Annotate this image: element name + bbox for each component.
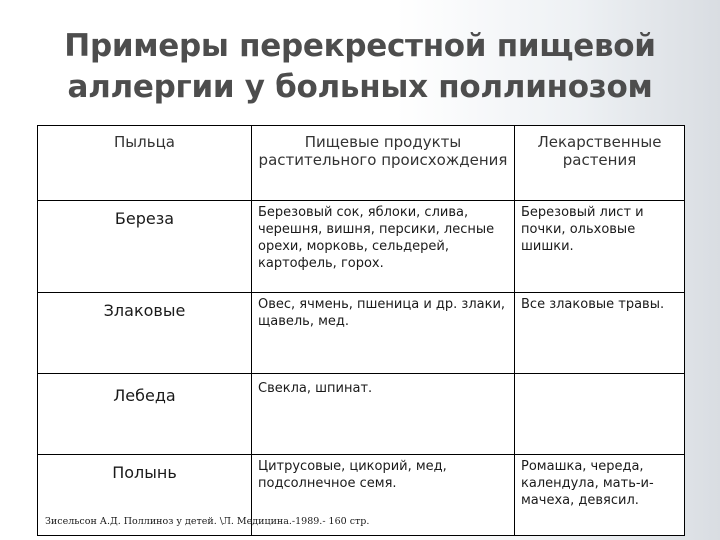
table-row [38, 293, 685, 374]
header-food: Пищевые продукты растительного происхождения [252, 126, 515, 201]
table-row [38, 374, 685, 455]
cell-pollen: Береза [38, 201, 252, 293]
header-pollen: Пыльца [38, 126, 252, 201]
slide-title-line-2: аллергии у больных поллинозом [67, 69, 653, 105]
slide-title [0, 26, 720, 108]
cell-pollen: Полынь [38, 455, 252, 536]
cell-pollen: Злаковые [38, 293, 252, 374]
table-row [38, 201, 685, 293]
cell-herbs: Березовый лист и почки, ольховые шишки. [515, 201, 685, 293]
cell-food: Свекла, шпинат. [252, 374, 515, 455]
cell-herbs [515, 374, 685, 455]
cell-herbs: Ромашка, череда, календула, мать-и-мачеха, девясил. [515, 455, 685, 536]
table-header-row [38, 126, 685, 201]
cell-herbs: Все злаковые травы. [515, 293, 685, 374]
allergy-table [37, 125, 685, 536]
cell-food: Овес, ячмень, пшеница и др. злаки, щавель, мед. [252, 293, 515, 374]
cell-pollen: Лебеда [38, 374, 252, 455]
footnote-citation: Зисельсон А.Д. Поллиноз у детей. \Л. Медицина.-1989.- 160 стр. [45, 516, 370, 527]
cell-food: Цитрусовые, цикорий, мед, подсолнечное семя. [252, 455, 515, 536]
cell-food: Березовый сок, яблоки, слива, черешня, вишня, персики, лесные орехи, морковь, сельдерей, картофель, горох. [252, 201, 515, 293]
slide-title-line-1: Примеры перекрестной пищевой [64, 28, 656, 64]
header-herbs: Лекарственные растения [515, 126, 685, 201]
